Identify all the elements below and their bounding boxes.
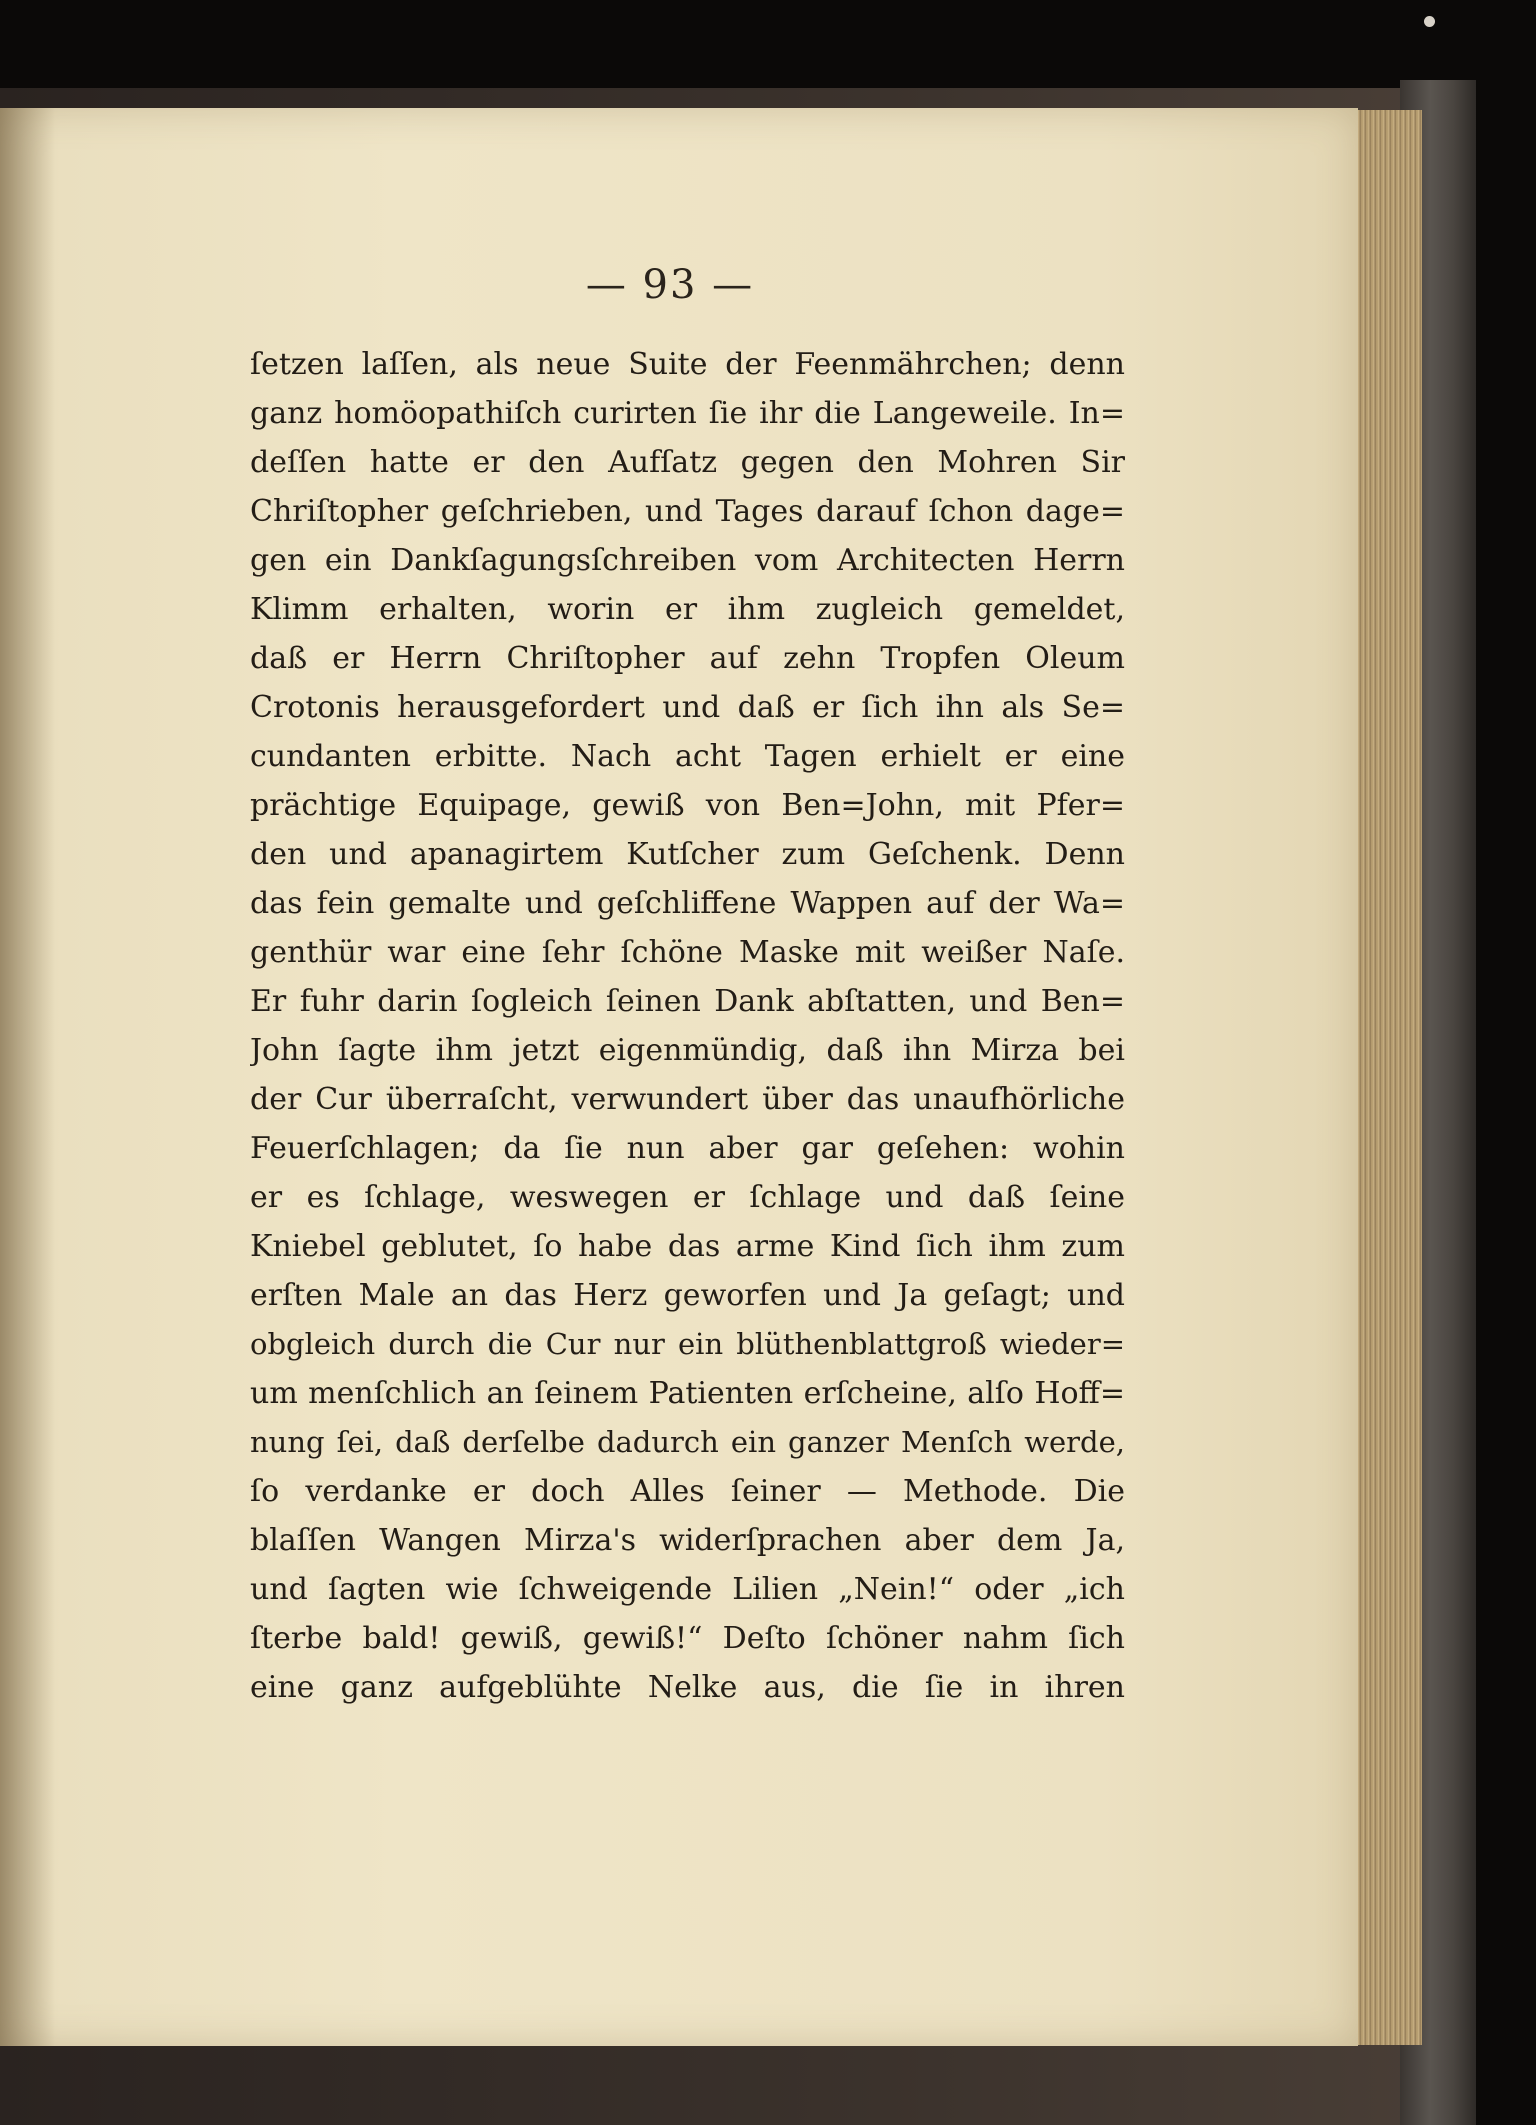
text-line: er es ſchlage, weswegen er ſchlage und daß ſeine — [250, 1180, 1125, 1215]
gutter-shadow — [0, 108, 55, 2046]
page-edges — [1352, 110, 1422, 2045]
text-line: nung ſei, daß derſelbe dadurch ein ganzer Menſch werde, — [250, 1425, 1125, 1459]
text-line: um menſchlich an ſeinem Patienten erſcheine, alſo Hoff= — [250, 1376, 1125, 1411]
text-line: cundanten erbitte. Nach acht Tagen erhielt er eine — [250, 739, 1125, 774]
text-line: deſſen hatte er den Aufſatz gegen den Mohren Sir — [250, 445, 1125, 480]
text-line: daß er Herrn Chriſtopher auf zehn Tropfen Oleum — [250, 641, 1125, 676]
text-line: Crotonis herausgefordert und daß er ſich ihn als Se= — [250, 690, 1125, 725]
text-line: blaſſen Wangen Mirza's widerſprachen aber dem Ja, — [250, 1523, 1125, 1558]
text-line: Feuerſchlagen; da ſie nun aber gar geſehen: wohin — [250, 1131, 1125, 1166]
text-line: Chriſtopher geſchrieben, und Tages darauf ſchon dage= — [250, 494, 1125, 529]
text-line: ſetzen laſſen, als neue Suite der Feenmährchen; denn — [250, 347, 1125, 382]
page-number: — 93 — — [585, 262, 755, 308]
text-line: den und apanagirtem Kutſcher zum Geſchenk. Denn — [250, 837, 1125, 872]
text-line: eine ganz aufgeblühte Nelke aus, die ſie in ihren — [250, 1670, 1125, 1705]
text-line: John ſagte ihm jetzt eigenmündig, daß ihn Mirza bei — [250, 1033, 1125, 1068]
text-line: genthür war eine ſehr ſchöne Maske mit weißer Naſe. — [250, 935, 1125, 970]
text-line: und ſagten wie ſchweigende Lilien „Nein!“ oder „ich — [250, 1572, 1125, 1607]
text-line: ganz homöopathiſch curirten ſie ihr die Langeweile. In= — [250, 396, 1125, 431]
text-line: der Cur überraſcht, verwundert über das unaufhörliche — [250, 1082, 1125, 1117]
text-line: das fein gemalte und geſchliffene Wappen auf der Wa= — [250, 886, 1125, 921]
text-line: prächtige Equipage, gewiß von Ben=John, mit Pfer= — [250, 788, 1125, 823]
text-line: gen ein Dankſagungsſchreiben vom Architecten Herrn — [250, 543, 1125, 578]
text-line: obgleich durch die Cur nur ein blüthenblattgroß wieder= — [250, 1327, 1125, 1361]
text-line: Kniebel geblutet, ſo habe das arme Kind ſich ihm zum — [250, 1229, 1125, 1264]
text-line: erſten Male an das Herz geworfen und Ja geſagt; und — [250, 1278, 1125, 1313]
corner-dot — [1424, 16, 1435, 27]
text-line: Klimm erhalten, worin er ihm zugleich gemeldet, — [250, 592, 1125, 627]
page-text — [250, 340, 1125, 1712]
text-line: ſterbe bald! gewiß, gewiß!“ Deſto ſchöner nahm ſich — [250, 1621, 1125, 1656]
text-line: ſo verdanke er doch Alles ſeiner — Methode. Die — [250, 1474, 1125, 1509]
text-line: Er fuhr darin ſogleich ſeinen Dank abſtatten, und Ben= — [250, 984, 1125, 1019]
